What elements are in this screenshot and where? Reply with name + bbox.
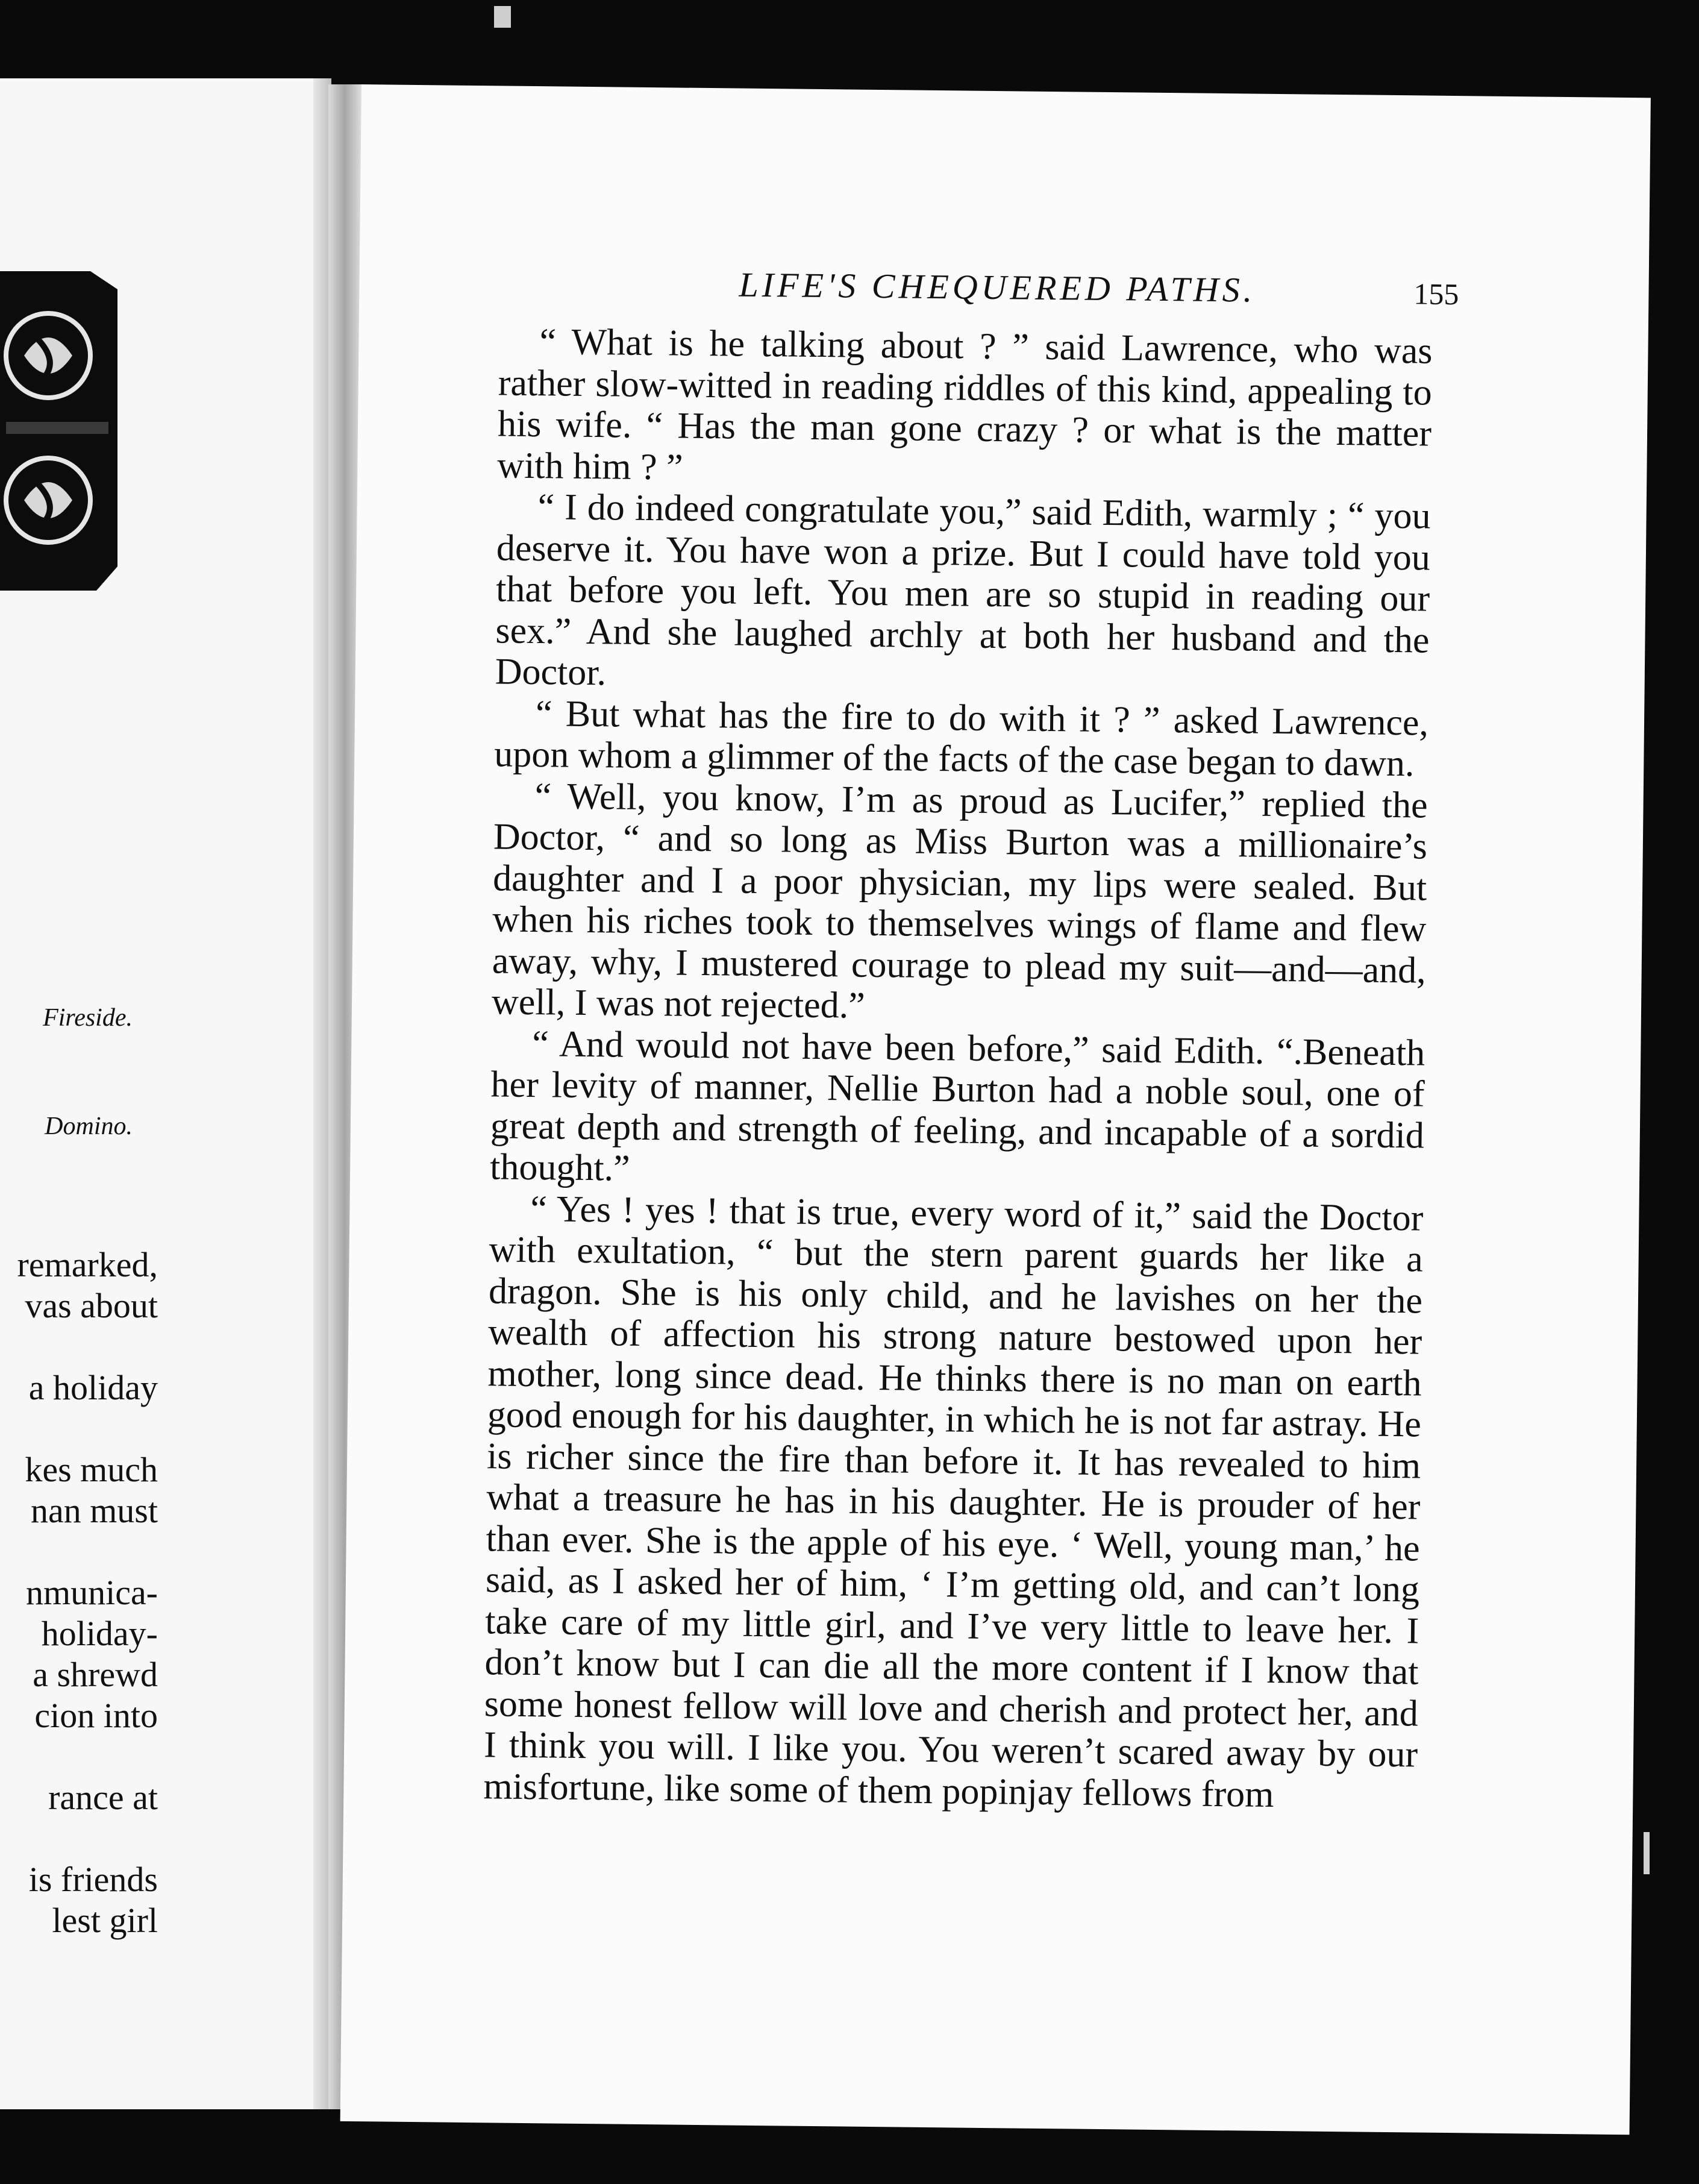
left-line: nan must [30, 1491, 158, 1530]
current-page [340, 84, 1651, 2135]
page-body [483, 321, 1433, 1816]
left-line: a holiday [28, 1368, 158, 1407]
left-line: kes much [25, 1450, 158, 1489]
left-line: vas about [25, 1286, 158, 1325]
paragraph: “ Well, you know, I’m as proud as Lucifer,” replied the Doctor, “ and so long as Miss Burton was a millionaire’s daughter and I a poor physician, my lips were sealed. But when his riches took to themselves wings of flame and flew away, why, I mustered courage to plead my suit—and—and, well, I was not rejected.” [491, 775, 1428, 1026]
left-line: holiday- [41, 1614, 158, 1653]
paragraph: “ But what has the fire to do with it ? ” asked Lawrence, upon whom a glimmer of the facts of the case began to dawn. [494, 692, 1429, 785]
left-caption-domino: Domino. [45, 1112, 133, 1140]
left-line: nmunica- [25, 1573, 158, 1612]
ornament-image [0, 265, 117, 591]
paragraph: “ Yes ! yes ! that is true, every word of it,” said the Doctor with exultation, “ but the stern parent guards her like a dragon. She is his only child, and he lavishes on her the wealth of affection his strong nature bestowed upon her mother, long since dead. He thinks there is no man on earth good enough for his daughter, in which he is not far astray. He is richer since the fire than before it. It has revealed to him what a treasure he has in his daughter. He is prouder of her than ever. She is the apple of his eye. ‘ Well, young man,’ he said, as I asked her of him, ‘ I’m getting old, and can’t long take care of my little girl, and I’ve very little to leave her. I don’t know but I can die all the more content if I know that some honest fellow will love and cherish and protect her, and I think you will. I like you. You weren’t scared away by our misfortune, like some of them popinjay fellows from [483, 1188, 1424, 1815]
previous-page [0, 78, 328, 2109]
left-line: lest girl [52, 1901, 158, 1940]
running-head: LIFE'S CHEQUERED PATHS. [739, 265, 1256, 310]
paragraph: “ And would not have been before,” said Edith. “.Beneath her levity of manner, Nellie Burton had a noble soul, one of great depth and strength of feeling, and incapable of a sordid thought.” [489, 1023, 1425, 1189]
left-line: remarked, [17, 1245, 158, 1284]
paragraph: “ I do indeed congratulate you,” said Edith, warmly ; “ you deserve it. You have won a prize. But I could have told you that before you left. You men are so stupid in reading our sex.” And she laughed archly at both her husband and the Doctor. [495, 486, 1431, 694]
left-line: is friends [28, 1860, 158, 1899]
paragraph: “ What is he talking about ? ” said Lawrence, who was rather slow-witted in reading riddles of this kind, appealing to his wife. “ Has the man gone crazy ? or what is the matter with him ? ” [497, 321, 1433, 488]
left-caption-fireside: Fireside. [43, 1004, 133, 1032]
page-number: 155 [1413, 277, 1459, 312]
left-line: a shrewd [33, 1655, 158, 1694]
scan-speck [494, 6, 511, 28]
scan-speck [1644, 1832, 1650, 1874]
left-line: cion into [34, 1696, 158, 1735]
left-line: rance at [48, 1778, 158, 1817]
